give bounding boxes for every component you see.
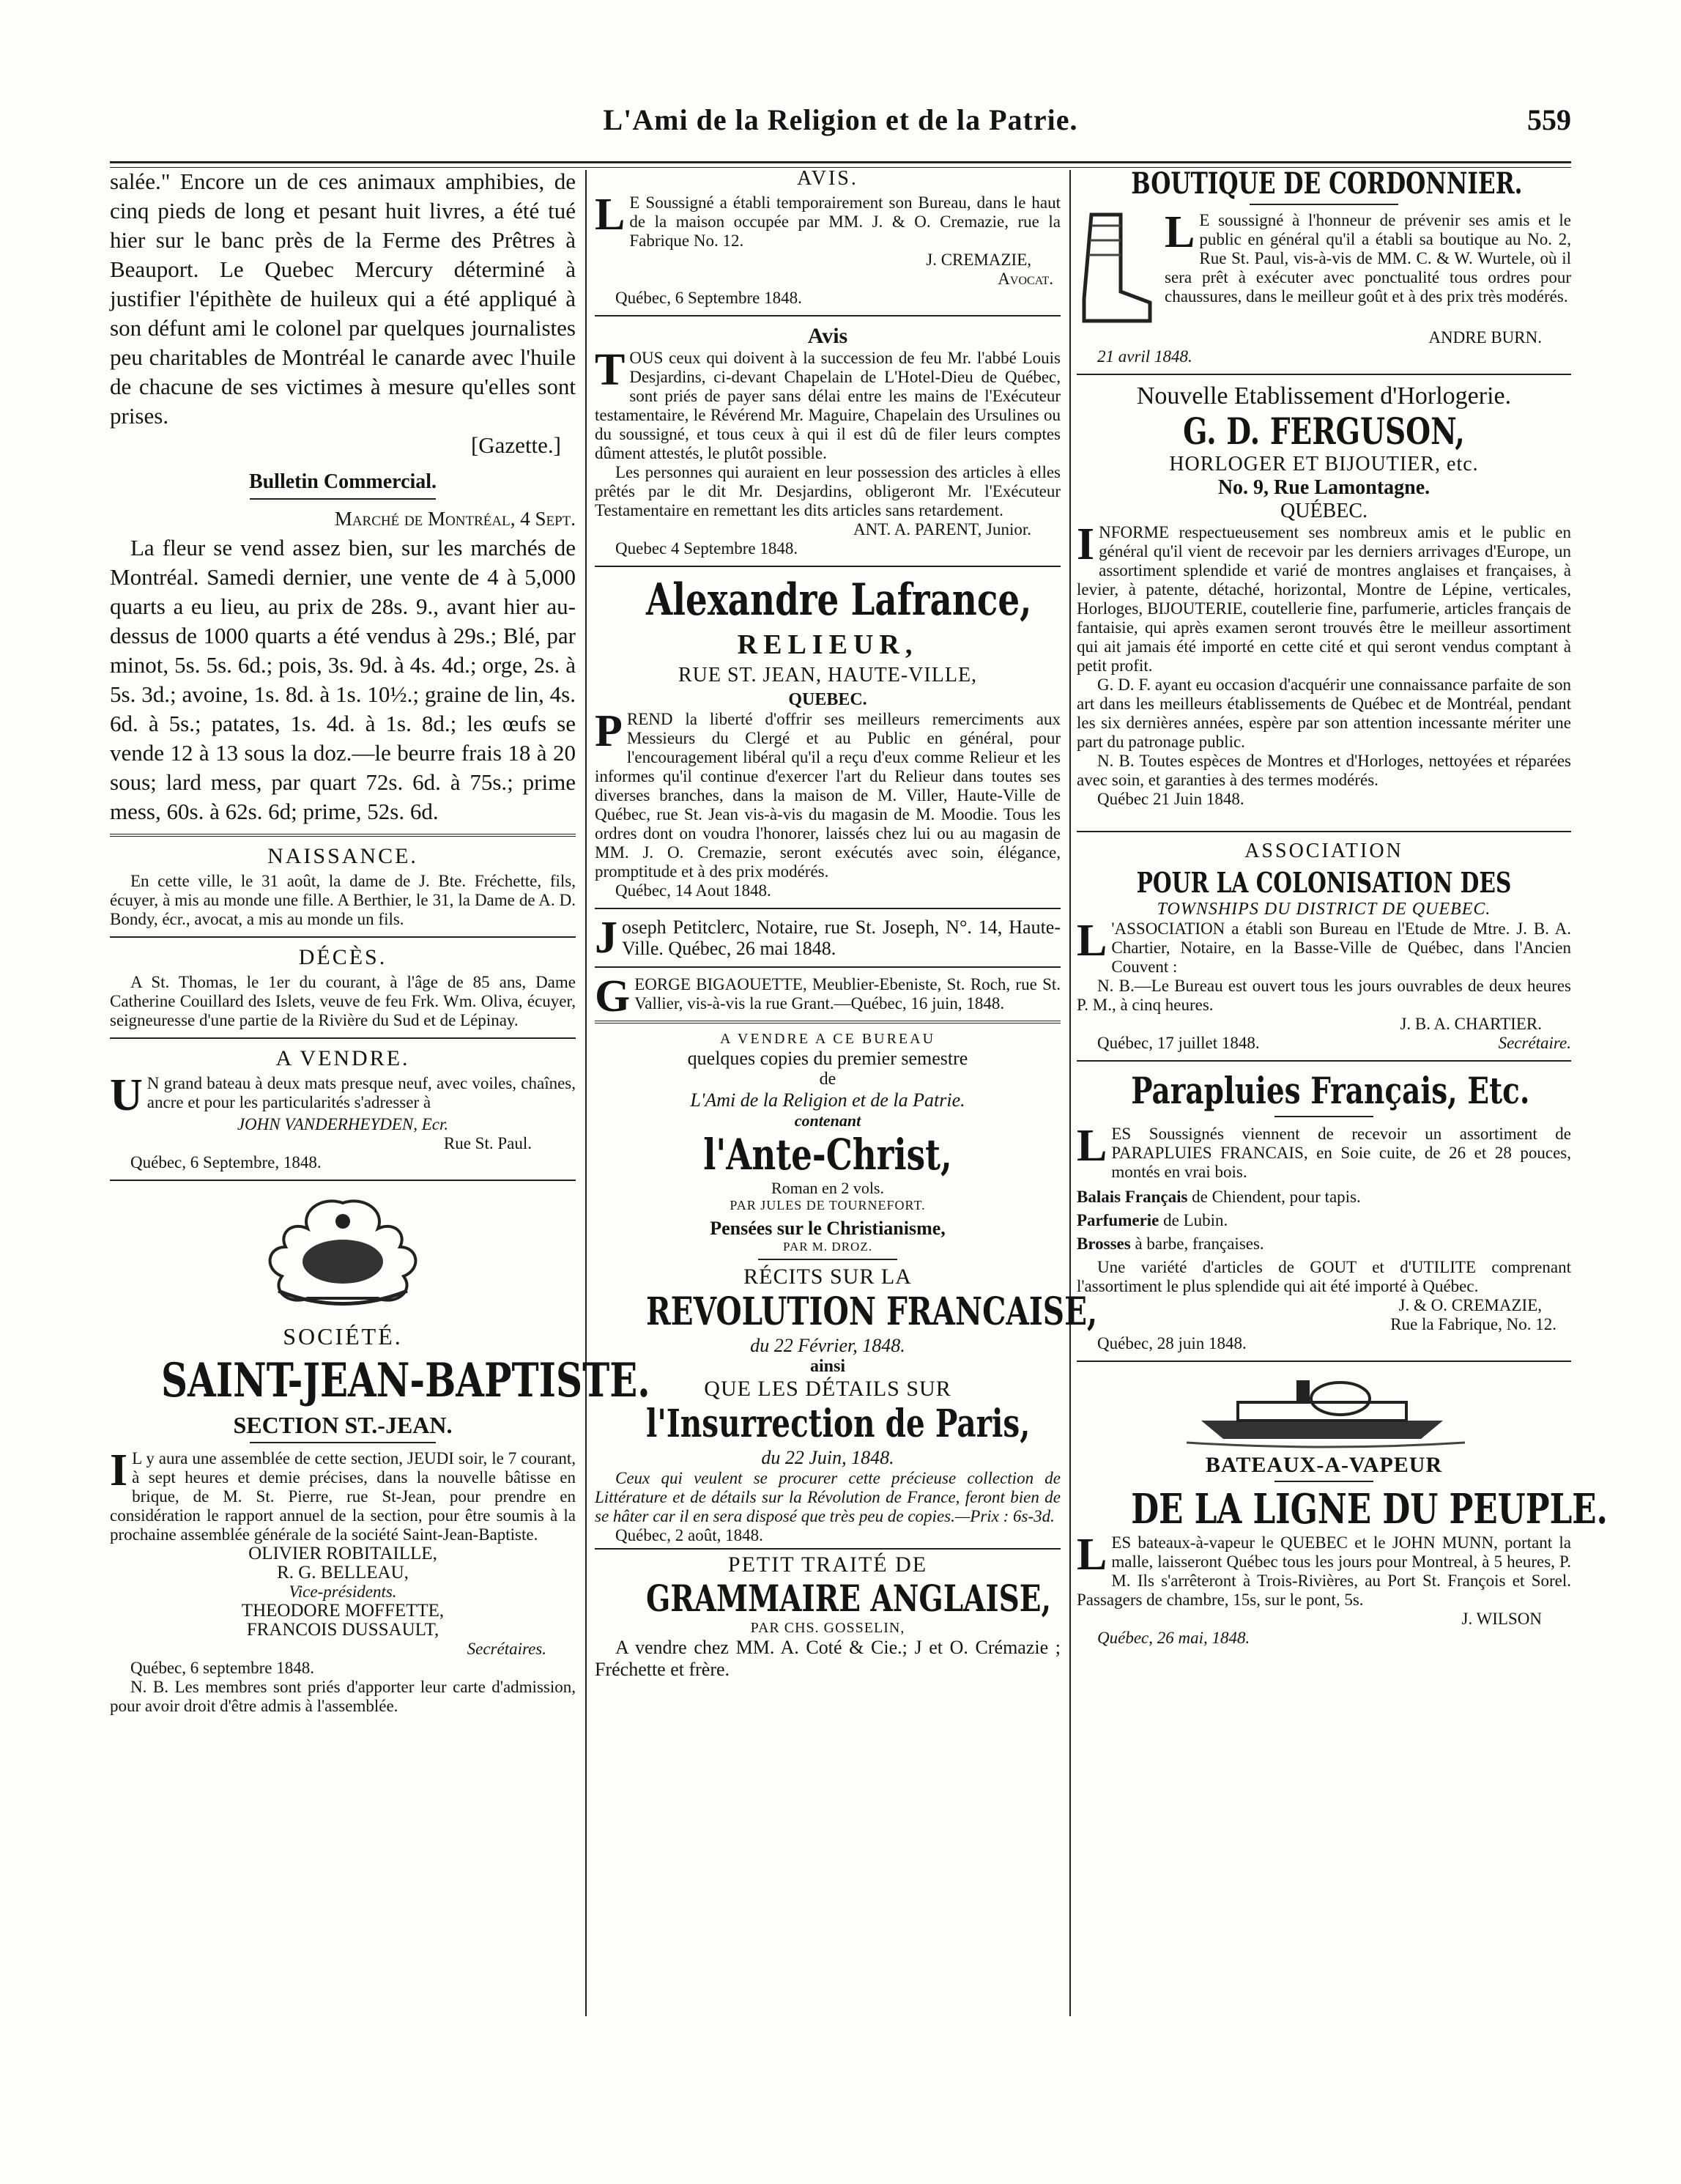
avis2-body: OUS ceux qui doivent à la succession de feu Mr. l'abbé Louis Desjardins, ci-devant Chapelain de L'Hotel-Dieu de Québec, sont priés de payer sans délai entre les mains de l'Exécuteur testamentaire, le Révérend Mr. Maguire, Chapelain des Ursulines ou du soussigné, et tous ceux à qui il est dû de filer leurs comptes dûment attestés, le plutôt possible. (595, 349, 1061, 462)
association-sig: J. B. A. CHARTIER. (1400, 1015, 1542, 1033)
balais-label: Balais Français (1077, 1188, 1188, 1206)
relieur-trade: RELIEUR, (737, 629, 919, 660)
cordonnier-title: BOUTIQUE DE CORDONNIER. (1131, 166, 1523, 201)
rule (110, 936, 576, 938)
insurrection-title: l'Insurrection de Paris, (645, 1402, 1031, 1446)
societe-sig4: FRANCOIS DUSSAULT, (246, 1620, 439, 1640)
bateaux-title: BATEAUX-A-VAPEUR (1205, 1453, 1443, 1477)
rule (595, 1548, 1061, 1550)
societe-title: SAINT-JEAN-BAPTISTE. (160, 1353, 650, 1408)
societe-label: SOCIÉTÉ. (283, 1323, 403, 1350)
column-2 (595, 167, 1098, 1681)
societe-date: Québec, 6 septembre 1848. (130, 1659, 315, 1677)
relieur-title: Alexandre Lafrance, (645, 574, 1032, 626)
societe-section: SECTION ST.-JEAN. (233, 1412, 453, 1438)
column-divider-2 (1069, 170, 1071, 2016)
rule (595, 966, 1061, 968)
grammaire-title: GRAMMAIRE ANGLAISE, (645, 1577, 1052, 1620)
horlogerie-body3: N. B. Toutes espèces de Montres et d'Horloges, nettoyées et réparées avec soin, et garanties à des termes modérés. (1077, 752, 1571, 789)
relieur-date: Québec, 14 Aout 1848. (615, 881, 771, 900)
revolution-date: du 22 Février, 1848. (750, 1335, 905, 1356)
parapluies-body2: Une variété d'articles de GOUT et d'UTILITE comprenant l'assortiment le plus splendide qui ait été importé à Québec. (1077, 1258, 1571, 1295)
deces-title: DÉCÈS. (298, 945, 387, 969)
page-header (110, 103, 1571, 154)
association-role: Secrétaire. (1498, 1034, 1571, 1052)
horlogerie-trade: HORLOGER ET BIJOUTIER, etc. (1169, 453, 1479, 475)
bureau-line5: contenant (794, 1111, 861, 1130)
naissance-title: NAISSANCE. (267, 844, 418, 868)
bureau-date: Québec, 2 août, 1848. (615, 1526, 763, 1544)
page-number: 559 (1527, 103, 1571, 136)
a-vendre-name: JOHN VANDERHEYDEN, Ecr. (237, 1115, 449, 1133)
cordonnier-sig: ANDRE BURN. (1428, 328, 1542, 347)
bigaouette-body: EORGE BIGAOUETTE, Meublier-Ebeniste, St. Roch, rue St. Vallier, vis-à-vis la rue Grant.—Québec, 16 juin, 1848. (634, 975, 1061, 1013)
antechrist-author: PAR JULES DE TOURNEFORT. (730, 1198, 926, 1213)
steamboat-icon (1077, 1369, 1571, 1450)
pensees-title: Pensées sur le Christianisme, (710, 1218, 946, 1239)
parfumerie-text: de Lubin. (1159, 1211, 1228, 1229)
bateaux-date: Québec, 26 mai, 1848. (1097, 1629, 1250, 1647)
parapluies-date: Québec, 28 juin 1848. (1097, 1334, 1247, 1352)
horlogerie-address: No. 9, Rue Lamontagne. (1217, 476, 1430, 499)
column-1 (110, 167, 650, 1716)
rule (1250, 204, 1398, 205)
drop-cap: I (1077, 519, 1095, 569)
ainsi-word: ainsi (809, 1357, 846, 1376)
insurrection-date: du 22 Juin, 1848. (761, 1447, 894, 1468)
rule (595, 1021, 1061, 1023)
rule (1077, 374, 1571, 375)
a-vendre-address: Rue St. Paul. (443, 1134, 532, 1152)
details-title: QUE LES DÉTAILS SUR (704, 1377, 951, 1401)
rule (110, 1037, 576, 1039)
association-line1: ASSOCIATION (1244, 840, 1403, 862)
boot-icon (1077, 211, 1157, 328)
rule (250, 1442, 436, 1443)
rule (1077, 831, 1571, 832)
avis1-title: AVIS. (797, 167, 858, 190)
newspaper-title: L'Ami de la Religion et de la Patrie. (603, 103, 1078, 136)
column-divider-1 (585, 170, 587, 2016)
drop-cap: P (595, 706, 623, 756)
societe-sig3: THEODORE MOFFETTE, (241, 1601, 445, 1621)
bulletin-title: Bulletin Commercial. (248, 470, 437, 493)
avis2-body2: Les personnes qui auraient en leur possession des articles à elles prêtés par le dit Mr. Desjardins, obligeront Mr. l'Exécuteur Testamentaire en remettant les dits articles sans retardement. (595, 463, 1061, 519)
parapluies-address: Rue la Fabrique, No. 12. (1390, 1315, 1556, 1333)
rule (250, 498, 436, 500)
drop-cap: L (1077, 1530, 1107, 1580)
relieur-address: RUE ST. JEAN, HAUTE-VILLE, (678, 664, 978, 686)
relieur-city: QUEBEC. (788, 690, 867, 709)
bulletin-body: La fleur se vend assez bien, sur les marchés de Montréal. Samedi dernier, une vente de 4 à 5,000 quarts a eu lieu, au prix de 28s. 9., avant hier au-dessus de 1000 quarts a été vendus à 29s.; Blé, par minot, 5s. 5s. 6d.; pois, 3s. 9d. à 4s. 4d.; orge, 2s. à 5s. 3d.; avoine, 1s. 8d. à 1s. 10½.; graine de lin, 4s. 6d. à 5s.; patates, 1s. 4d. à 1s. 8d.; les œufs se vende 12 à 13 sous la doz.—le beurre frais 18 à 20 sous; lard mess, par quart 72s. 6d. à 75s.; prime mess, 60s. à 62s. 6d; prime, 52s. 6d. (110, 535, 576, 824)
societe-sig1: OLIVIER ROBITAILLE, (248, 1544, 437, 1563)
rule (110, 834, 576, 837)
avis1-role: Avocat. (998, 270, 1053, 288)
a-vendre-title: A VENDRE. (275, 1046, 410, 1070)
societe-body: L y aura une assemblée de cette section, JEUDI soir, le 7 courant, à sept heures et demie précises, dans la nouvelle bâtisse en brique, de M. St. Pierre, rue St-Jean, pour prendre en considération le rapport annuel de la section, pour être soumis à la prochaine assemblée générale de la société Saint-Jean-Baptiste. (110, 1449, 576, 1544)
societe-note: N. B. Les membres sont priés d'apporter leur carte d'admission, pour avoir droit d'être admis à l'assemblée. (110, 1678, 576, 1715)
society-emblem-icon (110, 1188, 576, 1320)
horlogerie-body: NFORME respectueusement ses nombreux amis et le public en général qu'il vient de recevoir par les derniers arrivages d'Europe, un assortiment splendide et varié de montres anglaises et françaises, à levier, à patente, détaché, horizontal, Montre de Lépine, verticales, Horloges, BIJOUTERIE, coutellerie fine, parfumerie, articles français de fantaisie, qui après examen seront trouvés être le meilleur assortiment qui ait jamais été importé en cette cité et qui seront vendus comptant à petit profit. (1077, 523, 1571, 675)
drop-cap: L (1165, 207, 1195, 257)
rule (595, 566, 1061, 567)
pensees-author: PAR M. DROZ. (783, 1240, 872, 1254)
bureau-line2: quelques copies du premier semestre (687, 1048, 968, 1069)
drop-cap: L (1077, 916, 1107, 966)
bureau-line4: L'Ami de la Religion et de la Patrie. (690, 1089, 965, 1111)
rule (1077, 1060, 1571, 1062)
avis1-body: E Soussigné a établi temporairement son Bureau, dans le haut de la maison occupée par MM. J. & O. Cremazie, rue la Fabrique No. 12. (629, 193, 1061, 250)
rule (1274, 1481, 1373, 1482)
societe-role2: Secrétaires. (467, 1640, 546, 1658)
grammaire-body: A vendre chez MM. A. Coté & Cie.; J et O. Crémazie ; Fréchette et frère. (595, 1637, 1061, 1680)
balais-text: de Chiendent, pour tapis. (1187, 1188, 1361, 1206)
header-rule (110, 161, 1571, 163)
avis2-sig: ANT. A. PARENT, Junior. (853, 520, 1031, 538)
article-intro: salée." Encore un de ces animaux amphibies, de cinq pieds de long et pesant huit livres, a été tué hier sur le banc près de la Ferme des Prêtres à Beauport. Le Quebec Mercury déterminé à justifier l'épithète de huileux qui a été appliqué à son défunt ami le colonel par quelques journalistes peu charitables de Montréal le canarde avec l'huile de chacune de ses victimes à mesure qu'elles sont prises. (110, 169, 576, 429)
bateaux-big: DE LA LIGNE DU PEUPLE. (1131, 1485, 1608, 1533)
avis1-sig: J. CREMAZIE, (926, 251, 1031, 269)
a-vendre-body: N grand bateau à deux mats presque neuf, avec voiles, chaînes, ancre et pour les particularités s'adresser à (146, 1074, 576, 1111)
grammaire-author: PAR CHS. GOSSELIN, (750, 1620, 905, 1636)
bureau-body: Ceux qui veulent se procurer cette précieuse collection de Littérature et de détails sur la Révolution de France, feront bien de se hâter car il en sera disposé que très peu de copies.—Prix : 6s-3d. (595, 1469, 1061, 1525)
grammaire-line1: PETIT TRAITÉ DE (727, 1552, 928, 1577)
avis2-date: Quebec 4 Septembre 1848. (615, 539, 798, 558)
parapluies-body: ES Soussignés viennent de recevoir un assortiment de PARAPLUIES FRANCAIS, en Soie cuite, de 26 et 28 pouces, montés en vrai bois. (1111, 1125, 1571, 1181)
recits-title: RÉCITS SUR LA (743, 1265, 912, 1289)
drop-cap: T (595, 345, 626, 395)
rule (595, 908, 1061, 909)
horlogerie-line1: Nouvelle Etablissement d'Horlogerie. (1136, 382, 1512, 410)
avis2-title: Avis (807, 324, 848, 348)
drop-cap: L (595, 190, 626, 240)
rule (1274, 1116, 1373, 1117)
naissance-body: En cette ville, le 31 août, la dame de J. Bte. Fréchette, fils, écuyer, à mis au monde une fille. A Berthier, le 31, la Dame de A. D. Bondy, écr., avocat, a mis au monde un fils. (110, 872, 576, 928)
cordonnier-date: 21 avril 1848. (1097, 347, 1192, 366)
association-sub: TOWNSHIPS DU DISTRICT DE QUEBEC. (1157, 900, 1491, 919)
column-3 (1077, 166, 1608, 1648)
drop-cap: G (595, 971, 631, 1021)
parapluies-sig: J. & O. CREMAZIE, (1398, 1296, 1542, 1314)
antechrist-roman: Roman en 2 vols. (771, 1179, 884, 1197)
societe-sig2: R. G. BELLEAU, (277, 1563, 409, 1583)
deces-body: A St. Thomas, le 1er du courant, à l'âge de 85 ans, Dame Catherine Couillard des Islets, veuve de feu Frk. Wm. Oliva, écuyer, seigneuresse d'une partie de la Rivière du Sud et de Lépinay. (110, 973, 576, 1029)
revolution-title: REVOLUTION FRANCAISE, (645, 1289, 1098, 1334)
parapluies-title: Parapluies Français, Etc. (1131, 1069, 1530, 1112)
bateaux-sig: J. WILSON (1461, 1610, 1542, 1628)
bureau-line1: A VENDRE A CE BUREAU (719, 1031, 936, 1047)
horlogerie-body2: G. D. F. ayant eu occasion d'acquérir une connaissance parfaite de son art dans les meilleurs établissements de Québec et de Montréal, pendant les six dernières années, espère par son attention incessante mériter une part du patronage public. (1077, 675, 1571, 751)
rule (758, 1259, 898, 1260)
a-vendre-date: Québec, 6 Septembre, 1848. (130, 1153, 322, 1171)
drop-cap: J (595, 913, 617, 963)
brosses-text: à barbe, françaises. (1130, 1234, 1264, 1253)
societe-role1: Vice-présidents. (289, 1583, 397, 1601)
relieur-body: REND la liberté d'offrir ses meilleurs remerciments aux Messieurs du Clergé et au Public en général, pour l'encouragement libéral qu'il a reçu d'eux comme Relieur et les informes qu'il continue d'exercer l'art du Relieur dans toutes ses diverses branches, dans la maison de M. Viller, Haute-Ville de Québec, rue St. Jean vis-à-vis du magasin de M. Moodie. Tous les ordres dont on voudra l'honorer, laissés chez lui ou au magasin de MM. J. O. Cremazie, seront exécutés avec soin, élégance, promptitude et à des prix modérés. (595, 710, 1061, 881)
drop-cap: L (1077, 1121, 1107, 1171)
article-source: [Gazette.] (470, 432, 561, 458)
association-body2: N. B.—Le Bureau est ouvert tous les jours ouvrables de deux heures P. M., à cinq heures. (1077, 977, 1571, 1014)
horlogerie-date: Québec 21 Juin 1848. (1097, 790, 1244, 808)
horlogerie-name: G. D. FERGUSON, (1183, 410, 1465, 453)
horlogerie-city: QUÉBEC. (1280, 500, 1368, 522)
rule (1077, 1361, 1571, 1362)
rule (110, 1180, 576, 1181)
petitclerc-body: oseph Petitclerc, Notaire, rue St. Joseph, N°. 14, Haute-Ville. Québec, 26 mai 1848. (622, 917, 1061, 959)
bulletin-dateline: Marché de Montréal, 4 Sept. (334, 508, 576, 530)
cordonnier-body: E soussigné à l'honneur de prévenir ses amis et le public en général qu'il a établi sa boutique au No. 2, Rue St. Paul, vis-à-vis de MM. C. & W. Wurtele, où il sera prêt à exécuter avec ponctualité tous ordres pour chaussures, dans le meilleur goût et à des prix très modérés. (1165, 211, 1571, 306)
drop-cap: I (110, 1445, 128, 1495)
association-body: 'ASSOCIATION a établi son Bureau en l'Etude de Mtre. J. B. A. Chartier, Notaire, en la Basse-Ville de Québec, dans l'Ancien Couvent : (1111, 919, 1571, 976)
association-date: Québec, 17 juillet 1848. (1097, 1034, 1260, 1052)
association-title: POUR LA COLONISATION DES (1136, 866, 1512, 899)
drop-cap: U (110, 1070, 143, 1120)
parfumerie-label: Parfumerie (1077, 1211, 1159, 1229)
bateaux-body: ES bateaux-à-vapeur le QUEBEC et le JOHN MUNN, portant la malle, laisseront Québec tous les jours pour Montreal, à 5 heures, P. M. Ils s'arrêteront à Trois-Rivières, au Port St. François et Sorel. Passagers de chambre, 15s, sur le pont, 5s. (1077, 1533, 1571, 1609)
bureau-line3: de (819, 1070, 836, 1089)
rule (595, 315, 1061, 317)
avis1-date: Québec, 6 Septembre 1848. (615, 289, 802, 307)
antechrist-title: l'Ante-Christ, (703, 1130, 952, 1180)
brosses-label: Brosses (1077, 1234, 1131, 1253)
